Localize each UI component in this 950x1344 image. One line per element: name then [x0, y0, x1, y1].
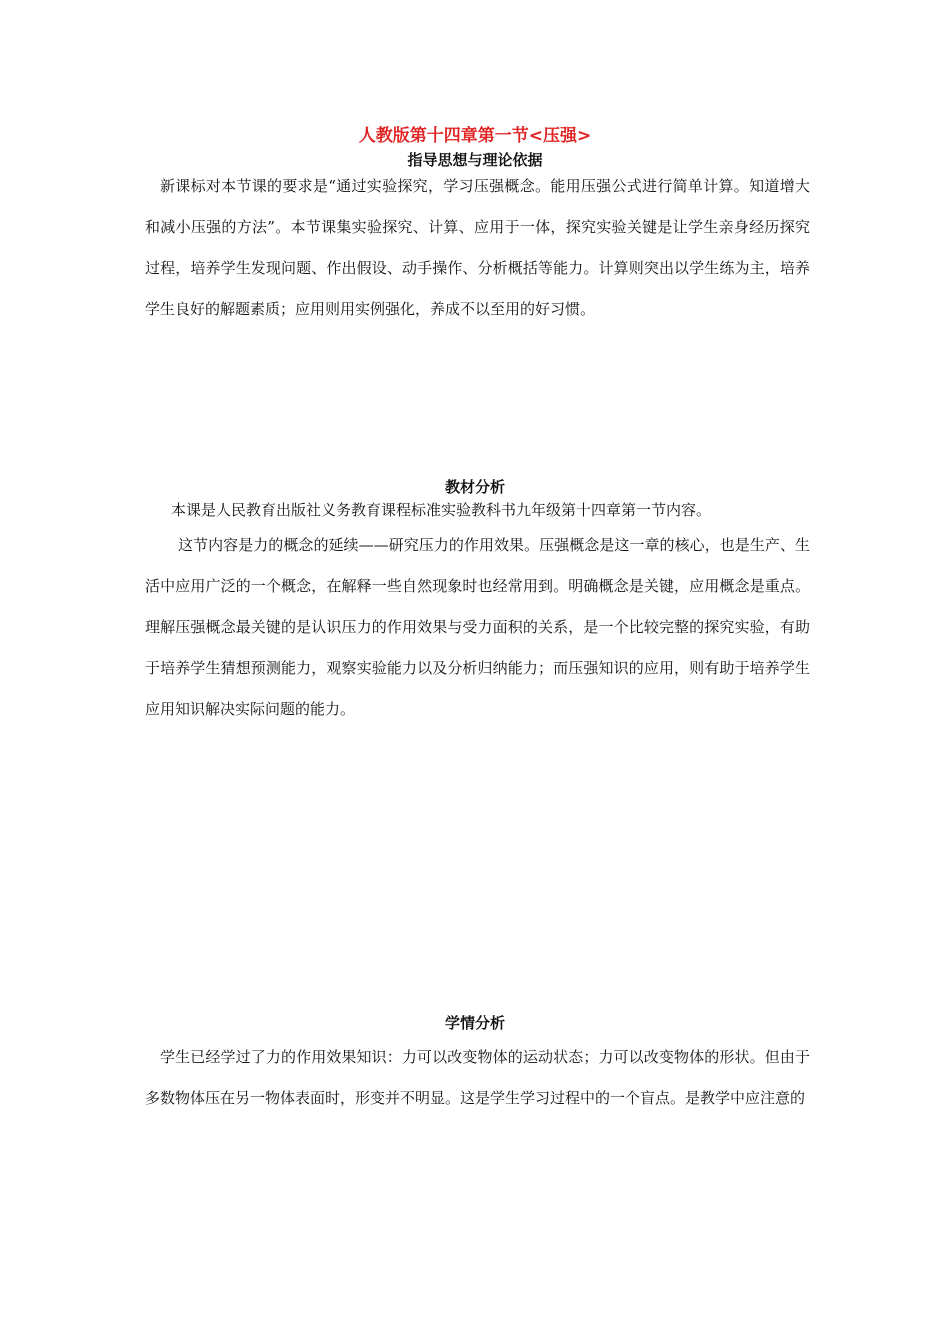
- section-heading-guiding-ideas: 指导思想与理论依据: [407, 151, 543, 169]
- section-body-student-analysis: [145, 1037, 810, 1119]
- section-heading-textbook-analysis: 教材分析: [444, 478, 505, 496]
- section-body-guiding-ideas: [145, 166, 810, 330]
- section-heading-student-analysis: 学情分析: [444, 1014, 505, 1032]
- paragraph: 本课是人民教育出版社义务教育课程标准实验教科书九年级第十四章第一节内容。: [171, 501, 712, 519]
- paragraph: 这节内容是力的概念的延续——研究压力的作用效果。压强概念是这一章的核心，也是生产、生活中应用广泛的一个概念，在解释一些自然现象时也经常用到。明确概念是关键，应用概念是重点。理解压强概念最关键的是认识压力的作用效果与受力面积的关系，是一个比较完整的探究实验，有助于培养学生猜想预测能力，观察实验能力以及分析归纳能力；而压强知识的应用，则有助于培养学生应用知识解决实际问题的能力。: [145, 536, 810, 718]
- paragraph: 新课标对本节课的要求是“通过实验探究，学习压强概念。能用压强公式进行简单计算。知道增大和减小压强的方法”。本节课集实验探究、计算、应用于一体，探究实验关键是让学生亲身经历探究过程，培养学生发现问题、作出假设、动手操作、分析概括等能力。计算则突出以学生练为主，培养学生良好的解题素质；应用则用实例强化，养成不以至用的好习惯。: [145, 177, 810, 318]
- section-body-textbook-analysis: [145, 495, 810, 730]
- paragraph: 学生已经学过了力的作用效果知识：力可以改变物体的运动状态；力可以改变物体的形状。但由于多数物体压在另一物体表面时，形变并不明显。这是学生学习过程中的一个盲点。是教学中应注意的: [145, 1048, 810, 1107]
- document-title: 人教版第十四章第一节<压强>: [358, 126, 592, 146]
